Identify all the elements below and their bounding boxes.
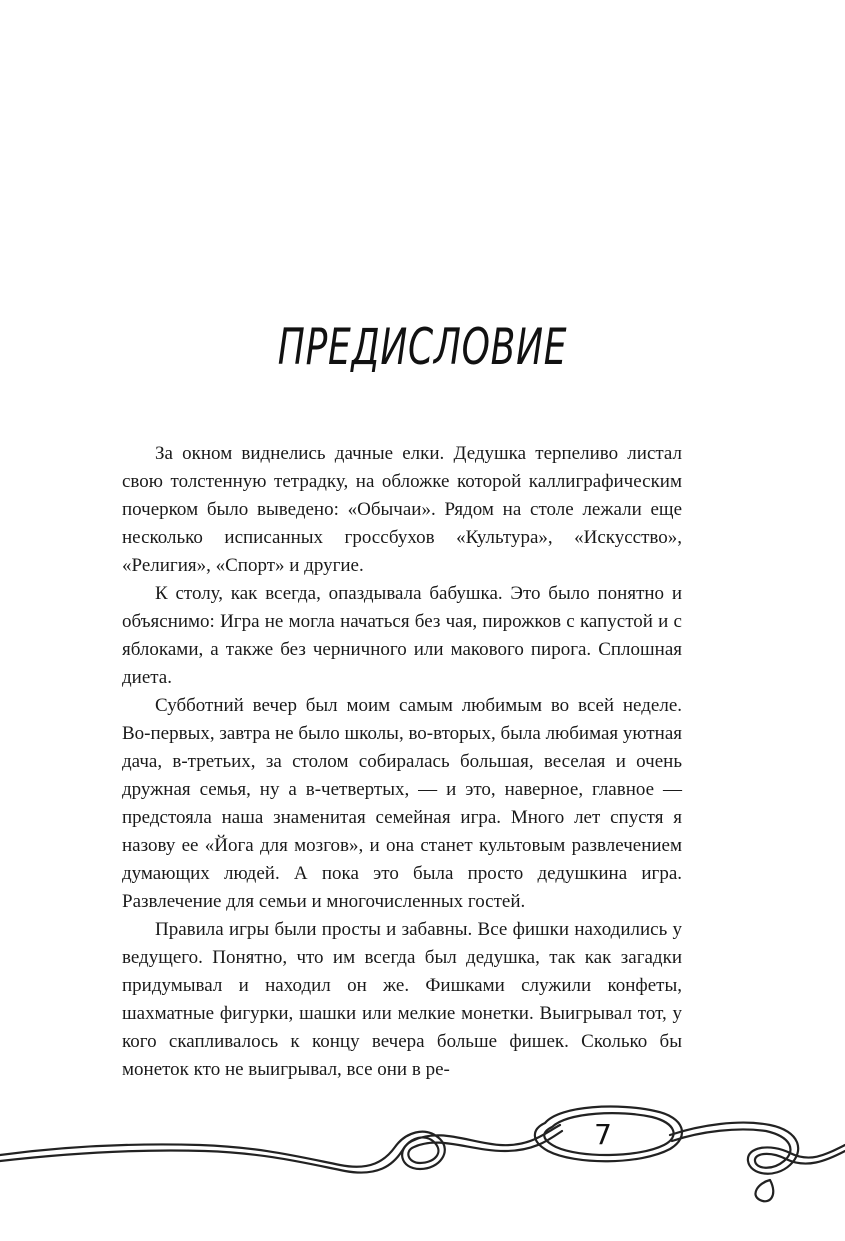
decorative-squiggle-line: [0, 1085, 845, 1215]
paragraph: Правила игры были просты и забавны. Все фишки находились у ведущего. Понятно, что им всегда был дедушка, так как загадки придумывал и находил он же. Фишками служили конфеты, шахматные фигурки, шашки или мелкие монетки. Выигрывал тот, у кого скапливалось к концу вечера больше фишек. Сколько бы монеток кто не выигрывал, все они в ре-: [122, 919, 682, 1080]
paragraph: За окном виднелись дачные елки. Дедушка терпеливо листал свою толстенную тетрадку, на обложке которой каллиграфическим почерком было выведено: «Обычаи». Рядом на столе лежали еще несколько исписанных гроссбухов «Культура», «Искусство», «Религия», «Спорт» и другие.: [122, 443, 682, 576]
page-number: 7: [594, 1118, 612, 1151]
chapter-title: ПРЕДИСЛОВИЕ: [277, 318, 568, 376]
body-text: [122, 440, 682, 1084]
paragraph: К столу, как всегда, опаздывала бабушка. Это было понятно и объяснимо: Игра не могла начаться без чая, пирожков с капустой и с яблоками, а также без черничного или макового пирога. Сплошная диета.: [122, 583, 682, 688]
paragraph: Субботний вечер был моим самым любимым во всей неделе. Во-первых, завтра не было школы, во-вторых, была любимая уютная дача, в-третьих, за столом собиралась большая, веселая и очень дружная семья, ну а в-четвертых, — и это, наверное, главное — предстояла наша знаменитая семейная игра. Много лет спустя я назову ее «Йога для мозгов», и она станет культовым развлечением думающих людей. А пока это была просто дедушкина игра. Развлечение для семьи и многочисленных гостей.: [122, 695, 682, 912]
